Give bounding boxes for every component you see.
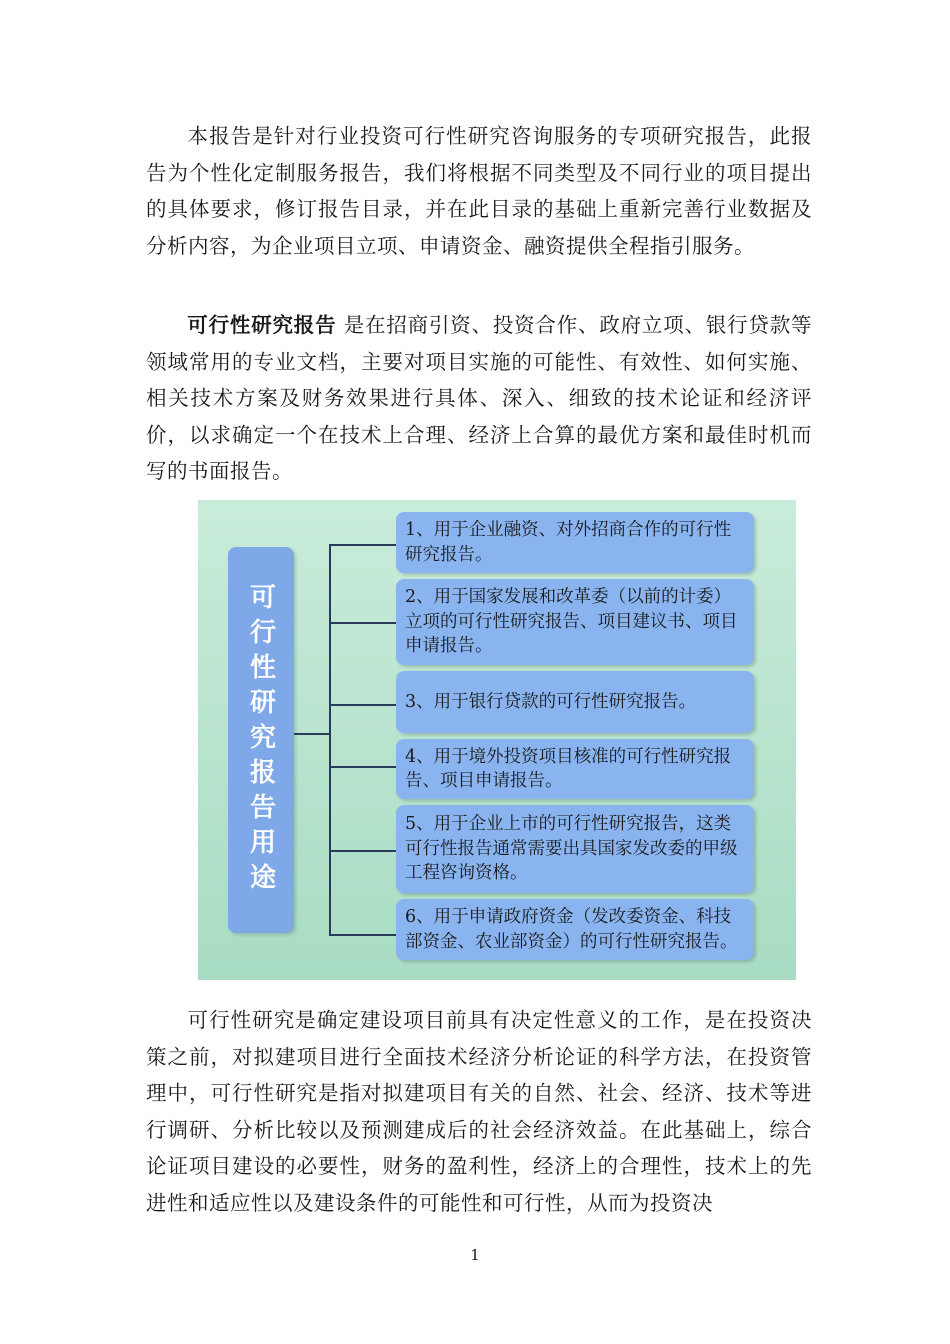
connector-branch-2 — [329, 622, 396, 624]
connector-branch-3 — [329, 704, 396, 706]
connector-branch-5 — [329, 850, 396, 852]
intro-paragraph: 本报告是针对行业投资可行性研究咨询服务的专项研究报告，此报告为个性化定制服务报告，我们将根据不同类型及不同行业的项目提出的具体要求，修订报告目录，并在此目录的基础上重新完善行业数据及分析内容，为企业项目立项、申请资金、融资提供全程指引服务。 — [146, 124, 812, 258]
page-number: 1 — [470, 1246, 480, 1264]
connector-spine — [329, 544, 331, 935]
usage-diagram — [198, 500, 796, 980]
connector-branch-6 — [329, 934, 396, 936]
body-paragraph: 可行性研究是确定建设项目前具有决定性意义的工作，是在投资决策之前，对拟建项目进行全面技术经济分析论证的科学方法，在投资管理中，可行性研究是指对拟建项目有关的自然、社会、经济、技术等进行调研、分析比较以及预测建成后的社会经济效益。在此基础上，综合论证项目建设的必要性，财务的盈利性，经济上的合理性，技术上的先进性和适应性以及建设条件的可能性和可行性，从而为投资决 — [146, 1008, 812, 1215]
connector-branch-1 — [329, 544, 396, 546]
usage-item-6: 6、用于申请政府资金（发改委资金、科技部资金、农业部资金）的可行性研究报告。 — [396, 899, 754, 960]
connector-trunk-horizontal — [294, 733, 330, 735]
usage-item-1: 1、用于企业融资、对外招商合作的可行性研究报告。 — [396, 512, 754, 573]
usage-item-2: 2、用于国家发展和改革委（以前的计委）立项的可行性研究报告、项目建议书、项目申请报告。 — [396, 579, 754, 665]
diagram-title: 可行性研究报告用途 — [245, 582, 276, 898]
usage-item-3: 3、用于银行贷款的可行性研究报告。 — [396, 671, 754, 733]
usage-item-4: 4、用于境外投资项目核准的可行性研究报告、项目申请报告。 — [396, 739, 754, 799]
connector-branch-4 — [329, 766, 396, 768]
definition-paragraph: 可行性研究报告 是在招商引资、投资合作、政府立项、银行贷款等领域常用的专业文档，主要对项目实施的可能性、有效性、如何实施、相关技术方案及财务效果进行具体、深入、细致的技术论证和经济评价，以求确定一个在技术上合理、经济上合算的最优方案和最佳时机而写的书面报告。 — [146, 313, 813, 483]
diagram-title-box — [228, 547, 294, 933]
usage-item-5: 5、用于企业上市的可行性研究报告，这类可行性报告通常需要出具国家发改委的甲级工程咨询资格。 — [396, 805, 754, 893]
term-highlight: 可行性研究报告 — [187, 313, 337, 337]
